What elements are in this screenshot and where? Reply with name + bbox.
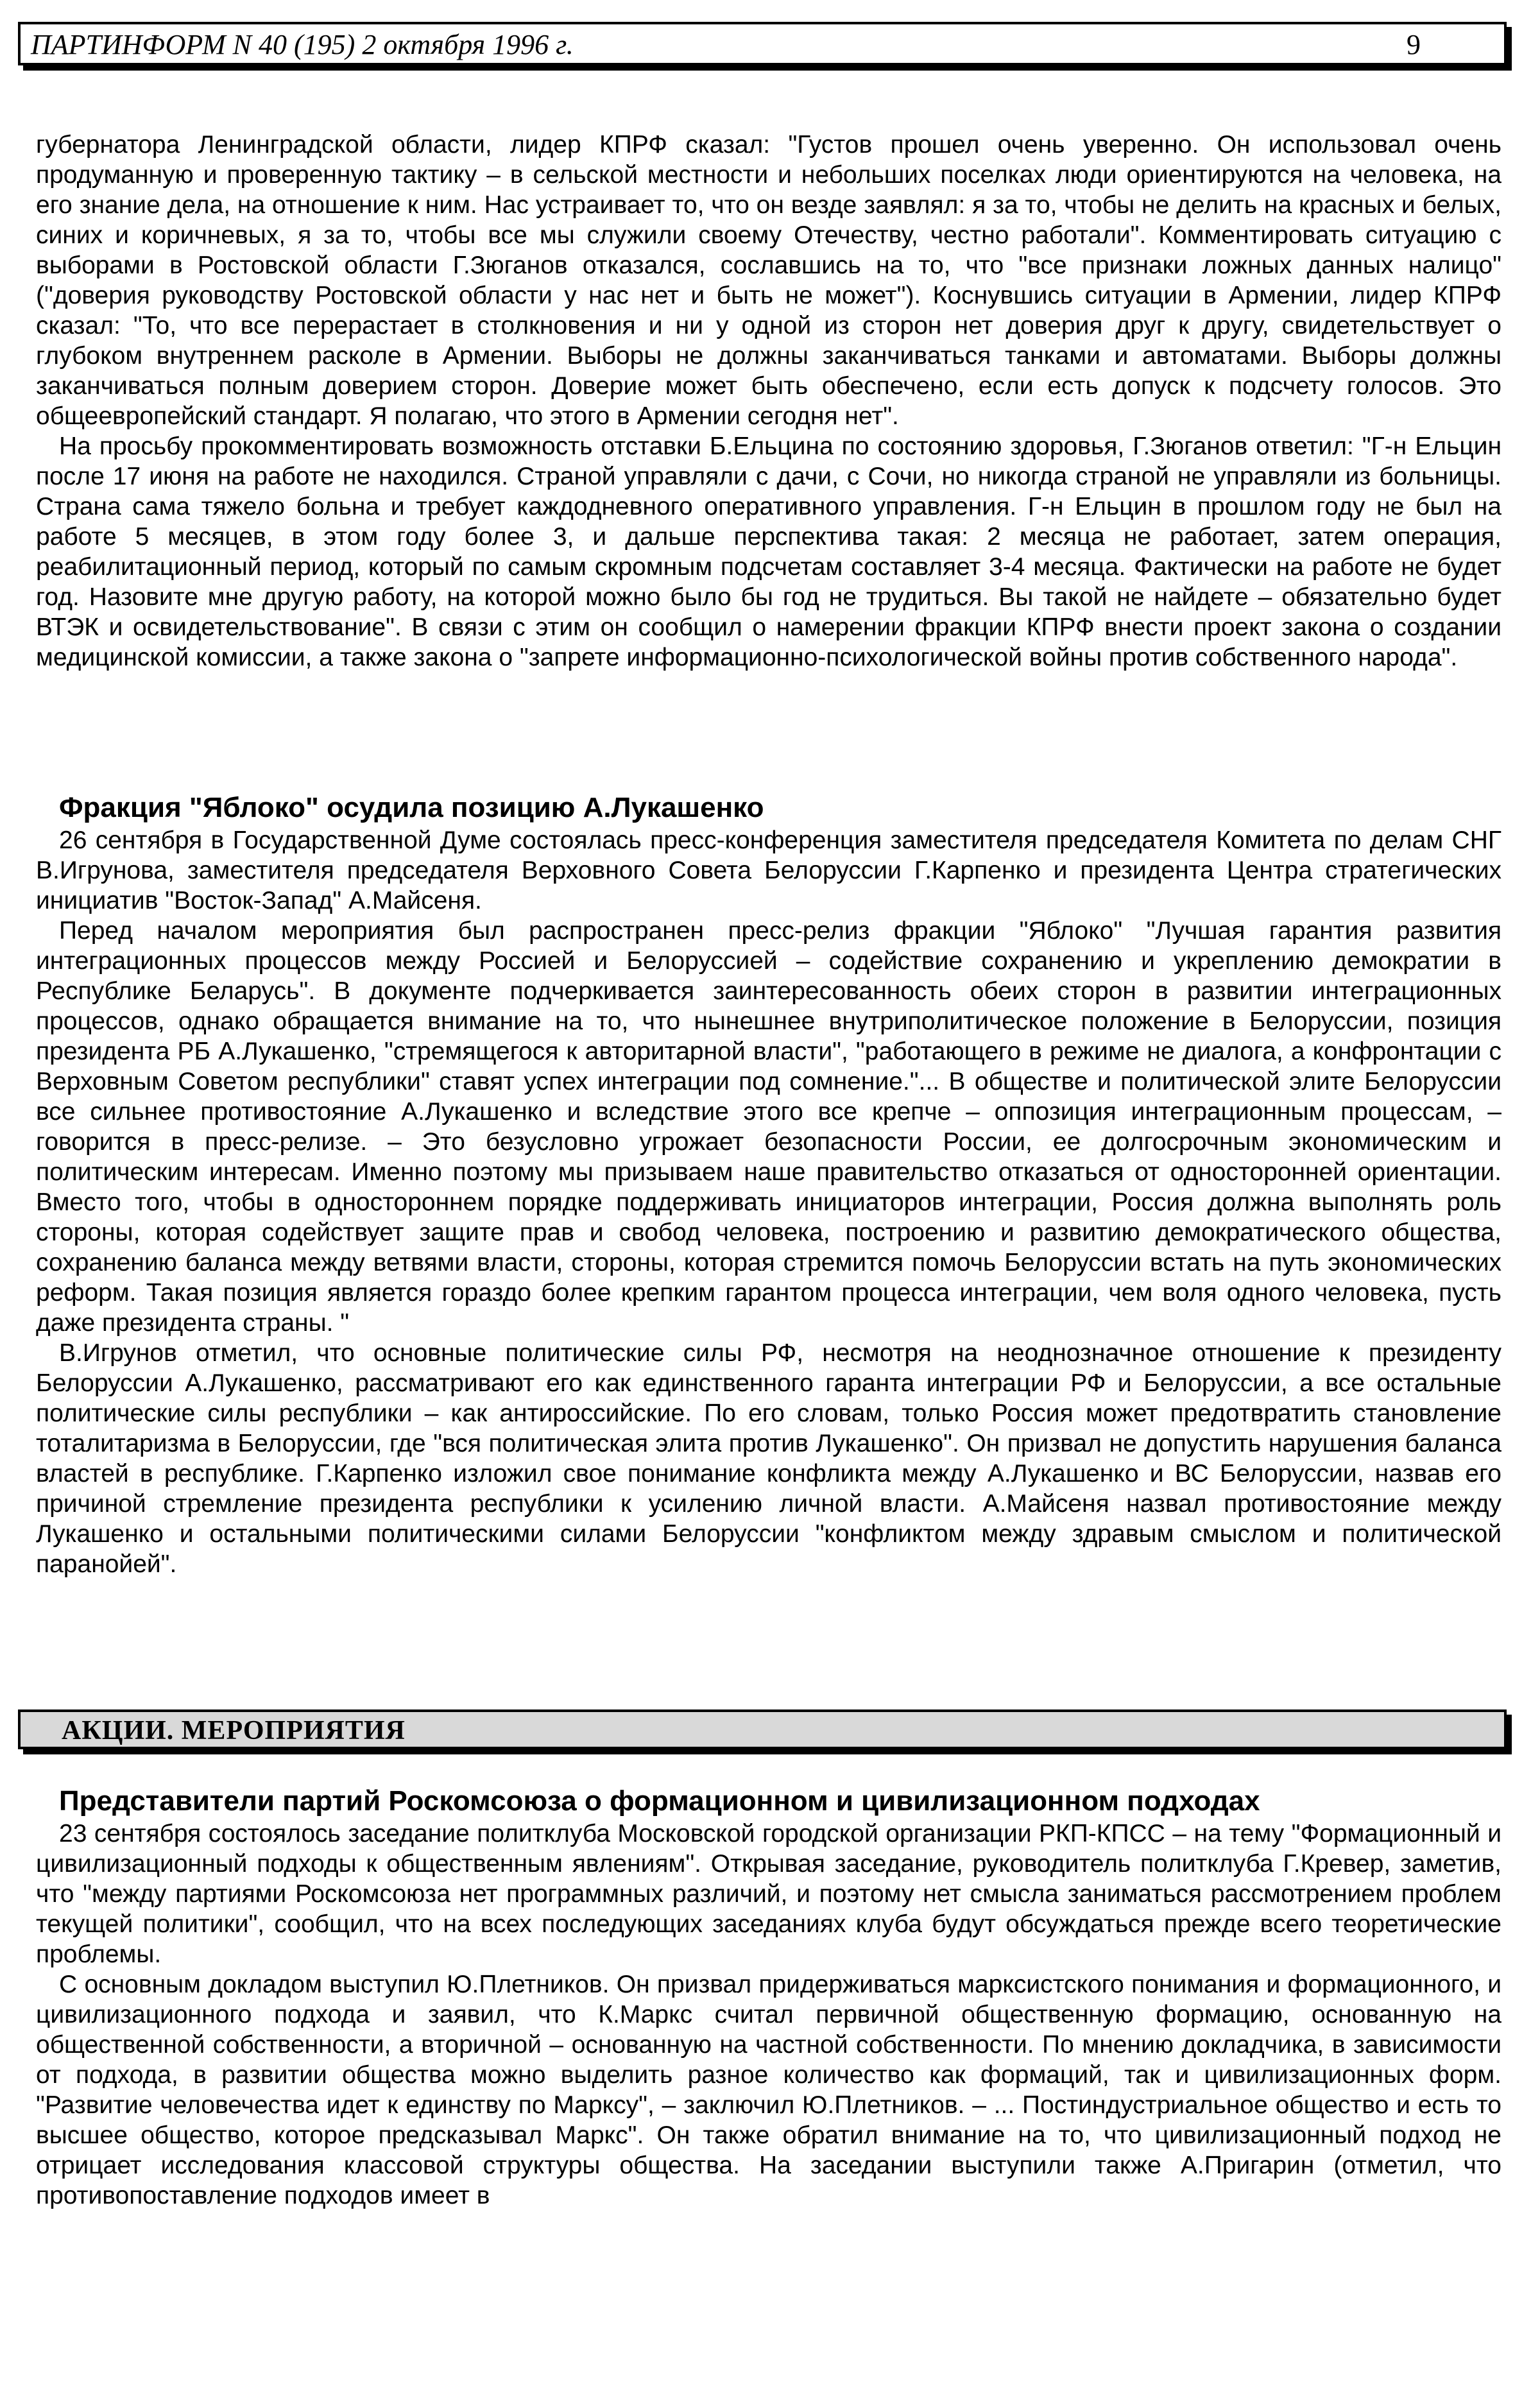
publication-title: ПАРТИНФОРМ N 40 (195) 2 октября 1996 г.: [31, 29, 574, 60]
article-heading: Фракция "Яблоко" осудила позицию А.Лукашенко: [59, 792, 764, 823]
page-number: 9: [1407, 29, 1421, 60]
page-header: [18, 22, 1507, 65]
article-paragraph: С основным докладом выступил Ю.Плетников. Он призвал придерживаться марксистского понимания и формационного, и цивилизационного подхода и заявил, что К.Маркс считал первичной общественную формацию, основанную на общественной собственности, а вторичной – основанную на частной собственности. По мнению докладчика, в зависимости от подхода, в развитии общества можно выделить разное количество как формаций, так и цивилизационных форм. "Развитие человечества идет к единству по Марксу", – заключил Ю.Плетников. – ... Постиндустриальное общество и есть то высшее общество, которое предсказывал Маркс". Он также обратил внимание на то, что цивилизационный подход не отрицает исследования классовой структуры общества. На заседании выступили также А.Пригарин (отметил, что противопоставление подходов имеет в: [36, 1971, 1502, 2209]
article-paragraph: губернатора Ленинградской области, лидер КПРФ сказал: "Густов прошел очень уверенно. Он использовал очень продуманную и проверенную тактику – в сельской местности и небольших поселках люди ориентируются на человека, на его знание дела, на отношение к ним. Нас устраивает то, что он везде заявлял: я за то, чтобы не делить на красных и белых, синих и коричневых, я за то, чтобы все мы служили своему Отечеству, честно работали". Комментировать ситуацию с выборами в Ростовской области Г.Зюганов отказался, сославшись на то, что "все признаки ложных данных налицо" ("доверия руководству Ростовской области у нас нет и быть не может"). Коснувшись ситуации в Армении, лидер КПРФ сказал: "То, что все перерастает в столкновения и ни у одной из сторон нет доверия друг к другу, свидетельствует о глубоком внутреннем расколе в Армении. Выборы не должны заканчиваться танками и автоматами. Выборы должны заканчиваться полным доверием сторон. Доверие может быть обеспечено, если есть допуск к подсчету голосов. Это общеевропейский стандарт. Я полагаю, что этого в Армении сегодня нет".: [36, 131, 1502, 430]
article-heading: Представители партий Роскомсоюза о формационном и цивилизационном подходах: [59, 1785, 1260, 1817]
article-paragraph: 23 сентября состоялось заседание политклуба Московской городской организации РКП-КПСС – на тему "Формационный и цивилизационный подходы к общественным явлениям". Открывая заседание, руководитель политклуба Г.Кревер, заметив, что "между партиями Роскомсоюза нет программных различий, и поэтому нет смысла заниматься рассмотрением проблем текущей политики", сообщил, что на всех последующих заседаниях клуба будут обсуждаться прежде всего теоретические проблемы.: [36, 1820, 1502, 1968]
article-roskomsoyuz: [36, 1784, 1502, 2211]
article-zyuganov-continuation: [36, 130, 1502, 673]
section-banner: [18, 1709, 1507, 1749]
article-paragraph: На просьбу прокомментировать возможность отставки Б.Ельцина по состоянию здоровья, Г.Зюганов ответил: "Г-н Ельцин после 17 июня на работе не находился. Страной управляли с дачи, с Сочи, но никогда страной не управляли из больницы. Страна сама тяжело больна и требует каждодневного оперативного управления. Г-н Ельцин в прошлом году не был на работе 5 месяцев, в этом году более 3, и дальше перспектива такая: 2 месяца не работает, затем операция, реабилитационный период, который по самым скромным подсчетам составляет 3-4 месяца. Фактически на работе не будет год. Назовите мне другую работу, на которой можно было бы год не трудиться. Вы такой не найдете – обязательно будет ВТЭК и освидетельствование". В связи с этим он сообщил о намерении фракции КПРФ внести проект закона о создании медицинской комиссии, а также закона о "запрете информационно-психологической войны против собственного народа".: [36, 433, 1502, 671]
article-paragraph: 26 сентября в Государственной Думе состоялась пресс-конференция заместителя председателя Комитета по делам СНГ В.Игрунова, заместителя председателя Верховного Совета Белоруссии Г.Карпенко и президента Центра стратегических инициатив "Восток-Запад" А.Майсеня.: [36, 827, 1502, 914]
article-yabloko: [36, 791, 1502, 1579]
section-title: АКЦИИ. МЕРОПРИЯТИЯ: [62, 1716, 406, 1745]
article-paragraph: В.Игрунов отметил, что основные политические силы РФ, несмотря на неоднозначное отношение к президенту Белоруссии А.Лукашенко, рассматривают его как единственного гаранта интеграции РФ и Белоруссии, а все остальные политические силы республики – как антироссийские. По его словам, только Россия может предотвратить становление тоталитаризма в Белоруссии, где "вся политическая элита против Лукашенко". Он призвал не допустить нарушения баланса властей в республике. Г.Карпенко изложил свое понимание конфликта между А.Лукашенко и ВС Белоруссии, назвав его причиной стремление президента республики к усилению личной власти. А.Майсеня назвал противостояние между Лукашенко и остальными политическими силами Белоруссии "конфликтом между здравым смыслом и политической паранойей".: [36, 1339, 1502, 1578]
article-paragraph: Перед началом мероприятия был распространен пресс-релиз фракции "Яблоко" "Лучшая гарантия развития интеграционных процессов между Россией и Белоруссией – содействие сохранению и укреплению демократии в Республике Беларусь". В документе подчеркивается заинтересованность обеих сторон в развитии интеграционных процессов, однако обращается внимание на то, что нынешнее внутриполитическое положение в Белоруссии, позиция президента РБ А.Лукашенко, "стремящегося к авторитарной власти", "работающего в режиме не диалога, а конфронтации с Верховным Советом республики" ставят успех интеграции под сомнение."... В обществе и политической элите Белоруссии все сильнее противостояние А.Лукашенко и вследствие этого все крепче – оппозиция интеграционным процессам, – говорится в пресс-релизе. – Это безусловно угрожает безопасности России, ее долгосрочным экономическим и политическим интересам. Именно поэтому мы призываем наше правительство отказаться от односторонней ориентации. Вместо того, чтобы в одностороннем порядке поддерживать инициаторов интеграции, Россия должна выполнять роль стороны, которая содействует защите прав и свобод человека, построению и развитию демократического общества, сохранению баланса между ветвями власти, стороны, которая стремится помочь Белоруссии встать на путь экономических реформ. Такая позиция является гораздо более крепким гарантом процесса интеграции, чем воля одного человека, пусть даже президента страны. ": [36, 917, 1502, 1337]
